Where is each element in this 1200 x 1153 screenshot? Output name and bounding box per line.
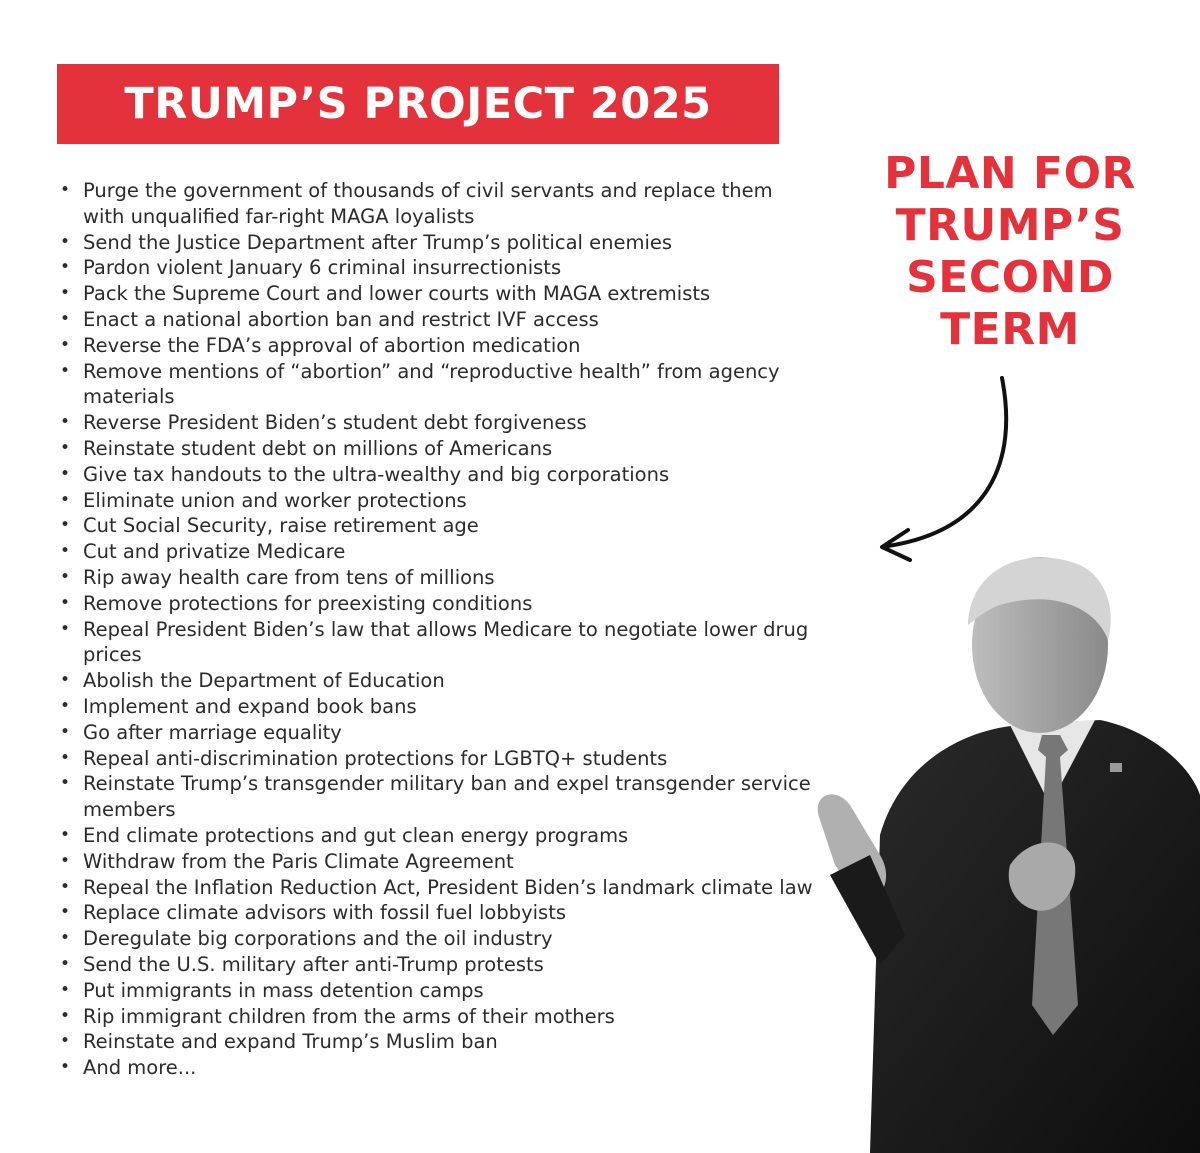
- list-item: • Deregulate big corporations and the oil industry: [58, 926, 818, 952]
- list-item: • Pardon violent January 6 criminal insurrectionists: [58, 255, 818, 281]
- list-item: • Cut and privatize Medicare: [58, 539, 818, 565]
- list-item: • Replace climate advisors with fossil fuel lobbyists: [58, 900, 818, 926]
- list-item: • Send the Justice Department after Trump’s political enemies: [58, 230, 818, 256]
- list-item: • Reinstate Trump’s transgender military ban and expel transgender service members: [58, 771, 818, 823]
- list-item: • Reinstate and expand Trump’s Muslim ban: [58, 1029, 818, 1055]
- list-item: • Abolish the Department of Education: [58, 668, 818, 694]
- list-item: • Send the U.S. military after anti-Trump protests: [58, 952, 818, 978]
- list-item: • And more...: [58, 1055, 818, 1081]
- plan-heading: [850, 148, 1170, 356]
- list-item: • Give tax handouts to the ultra-wealthy and big corporations: [58, 462, 818, 488]
- plan-heading-line: SECOND: [906, 252, 1114, 303]
- list-item: • Put immigrants in mass detention camps: [58, 978, 818, 1004]
- page-title: TRUMP’S PROJECT 2025: [124, 79, 712, 129]
- list-item: • Cut Social Security, raise retirement age: [58, 513, 818, 539]
- list-item: • Pack the Supreme Court and lower courts with MAGA extremists: [58, 281, 818, 307]
- list-item: • Withdraw from the Paris Climate Agreement: [58, 849, 818, 875]
- project-list: [58, 178, 818, 1081]
- list-item: • Repeal anti-discrimination protections for LGBTQ+ students: [58, 746, 818, 772]
- plan-heading-line: TERM: [940, 304, 1080, 355]
- list-item: • Rip away health care from tens of millions: [58, 565, 818, 591]
- list-item: • Remove protections for preexisting conditions: [58, 591, 818, 617]
- list-item: • Purge the government of thousands of civil servants and replace them with unqualified far-right MAGA loyalists: [58, 178, 818, 230]
- list-item: • Repeal the Inflation Reduction Act, President Biden’s landmark climate law: [58, 875, 818, 901]
- list-item: • Reinstate student debt on millions of Americans: [58, 436, 818, 462]
- list-item: • Rip immigrant children from the arms of their mothers: [58, 1004, 818, 1030]
- list-item: • End climate protections and gut clean energy programs: [58, 823, 818, 849]
- plan-heading-line: PLAN FOR: [884, 148, 1136, 199]
- list-item: • Reverse President Biden’s student debt forgiveness: [58, 410, 818, 436]
- list-item: • Reverse the FDA’s approval of abortion medication: [58, 333, 818, 359]
- list-item: • Go after marriage equality: [58, 720, 818, 746]
- list-item: • Eliminate union and worker protections: [58, 488, 818, 514]
- plan-heading-line: TRUMP’S: [895, 200, 1125, 251]
- list-item: • Enact a national abortion ban and restrict IVF access: [58, 307, 818, 333]
- list-item: • Implement and expand book bans: [58, 694, 818, 720]
- portrait-photo: [810, 535, 1200, 1153]
- list-item: • Remove mentions of “abortion” and “reproductive health” from agency materials: [58, 359, 818, 411]
- list-item: • Repeal President Biden’s law that allows Medicare to negotiate lower drug prices: [58, 617, 818, 669]
- title-banner: [57, 64, 779, 144]
